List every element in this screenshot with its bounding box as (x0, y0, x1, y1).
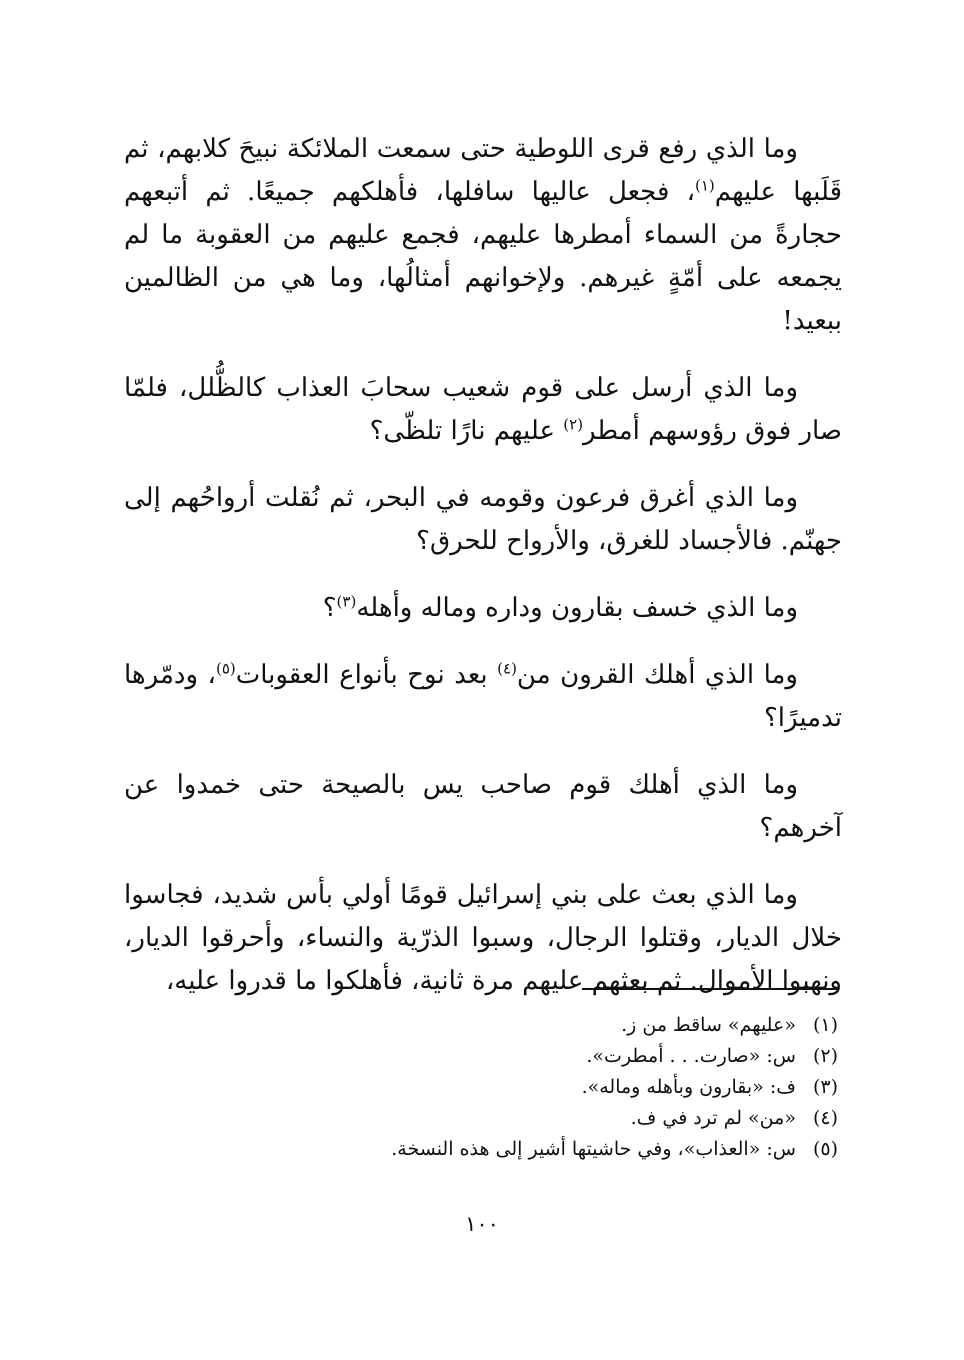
footnote-ref-5: (٥) (215, 659, 236, 678)
paragraph-4: وما الذي خسف بقارون وداره وماله وأهله$^{(٣)}$؟ (322, 592, 798, 623)
footnote-text: «من» لم ترد في ف. (630, 1107, 796, 1129)
footnote-3 (124, 1072, 838, 1103)
footnote-ref-4: (٤) (497, 659, 517, 678)
footnote-ref-1: (١) (694, 176, 715, 195)
paragraph-5: وما الذي أهلك القرون من$^{(٤)}$ بعد نوح بأنواع العقوبات$^{(٥)}$، ودمّرها تدميرًا؟ (124, 659, 842, 733)
footnote-1 (124, 1010, 838, 1041)
footnote-text: «عليهم» ساقط من ز. (621, 1014, 796, 1036)
footnote-text: س: «صارت. . . أمطرت». (586, 1045, 796, 1067)
footnote-number: (٢) (812, 1045, 838, 1067)
footnote-number: (٣) (812, 1076, 838, 1098)
footnote-4 (124, 1103, 838, 1134)
paragraph-7: وما الذي بعث على بني إسرائيل قومًا أولي بأس شديد، فجاسوا خلال الديار، وقتلوا الرجال، وسبوا الذرّية والنساء، وأحرقوا الديار، ونهبوا الأموال. ثم بعثهم عليهم مرة ثانية، فأهلكوا ما قدروا عليه، (124, 880, 842, 996)
main-text (124, 128, 842, 1027)
footnote-text: س: «العذاب»، وفي حاشيتها أشير إلى هذه النسخة. (391, 1138, 796, 1160)
footnote-number: (٥) (812, 1138, 838, 1160)
footnote-text: ف: «بقارون وبأهله وماله». (581, 1076, 796, 1098)
footnote-number: (٤) (812, 1107, 838, 1129)
paragraph-6: وما الذي أهلك قوم صاحب يس بالصيحة حتى خمدوا عن آخرهم؟ (124, 770, 842, 843)
footnote-2 (124, 1041, 838, 1072)
footnotes-section (124, 1010, 838, 1165)
paragraph-1: وما الذي رفع قرى اللوطية حتى سمعت الملائكة نبيحَ كلابهم، ثم قَلَبها عليهم$^{(١)}$، فجعل عاليها سافلها، فأهلكهم جميعًا. ثم أتبعهم حجارةً من السماء أمطرها عليهم، فجمع عليهم من العقوبة ما لم يجمعه على أمّةٍ غيرهم. ولإخوانهم أمثالُها، وما هي من الظالمين ببعيد! (124, 134, 842, 336)
footnote-ref-3: (٣) (336, 592, 357, 611)
footnote-number: (١) (812, 1014, 838, 1036)
page-number: ١٠٠ (465, 1212, 499, 1236)
footnote-ref-2: (٢) (563, 415, 584, 434)
footnote-5 (124, 1134, 838, 1165)
footnote-divider (582, 988, 838, 990)
paragraph-2: وما الذي أرسل على قوم شعيب سحابَ العذاب كالظُّلل، فلمّا صار فوق رؤوسهم أمطر$^{(٢)}$ عليهم نارًا تلظّى؟ (124, 373, 842, 446)
paragraph-3: وما الذي أغرق فرعون وقومه في البحر، ثم نُقلت أرواحُهم إلى جهنّم. فالأجساد للغرق، والأرواح للحرق؟ (124, 483, 842, 556)
